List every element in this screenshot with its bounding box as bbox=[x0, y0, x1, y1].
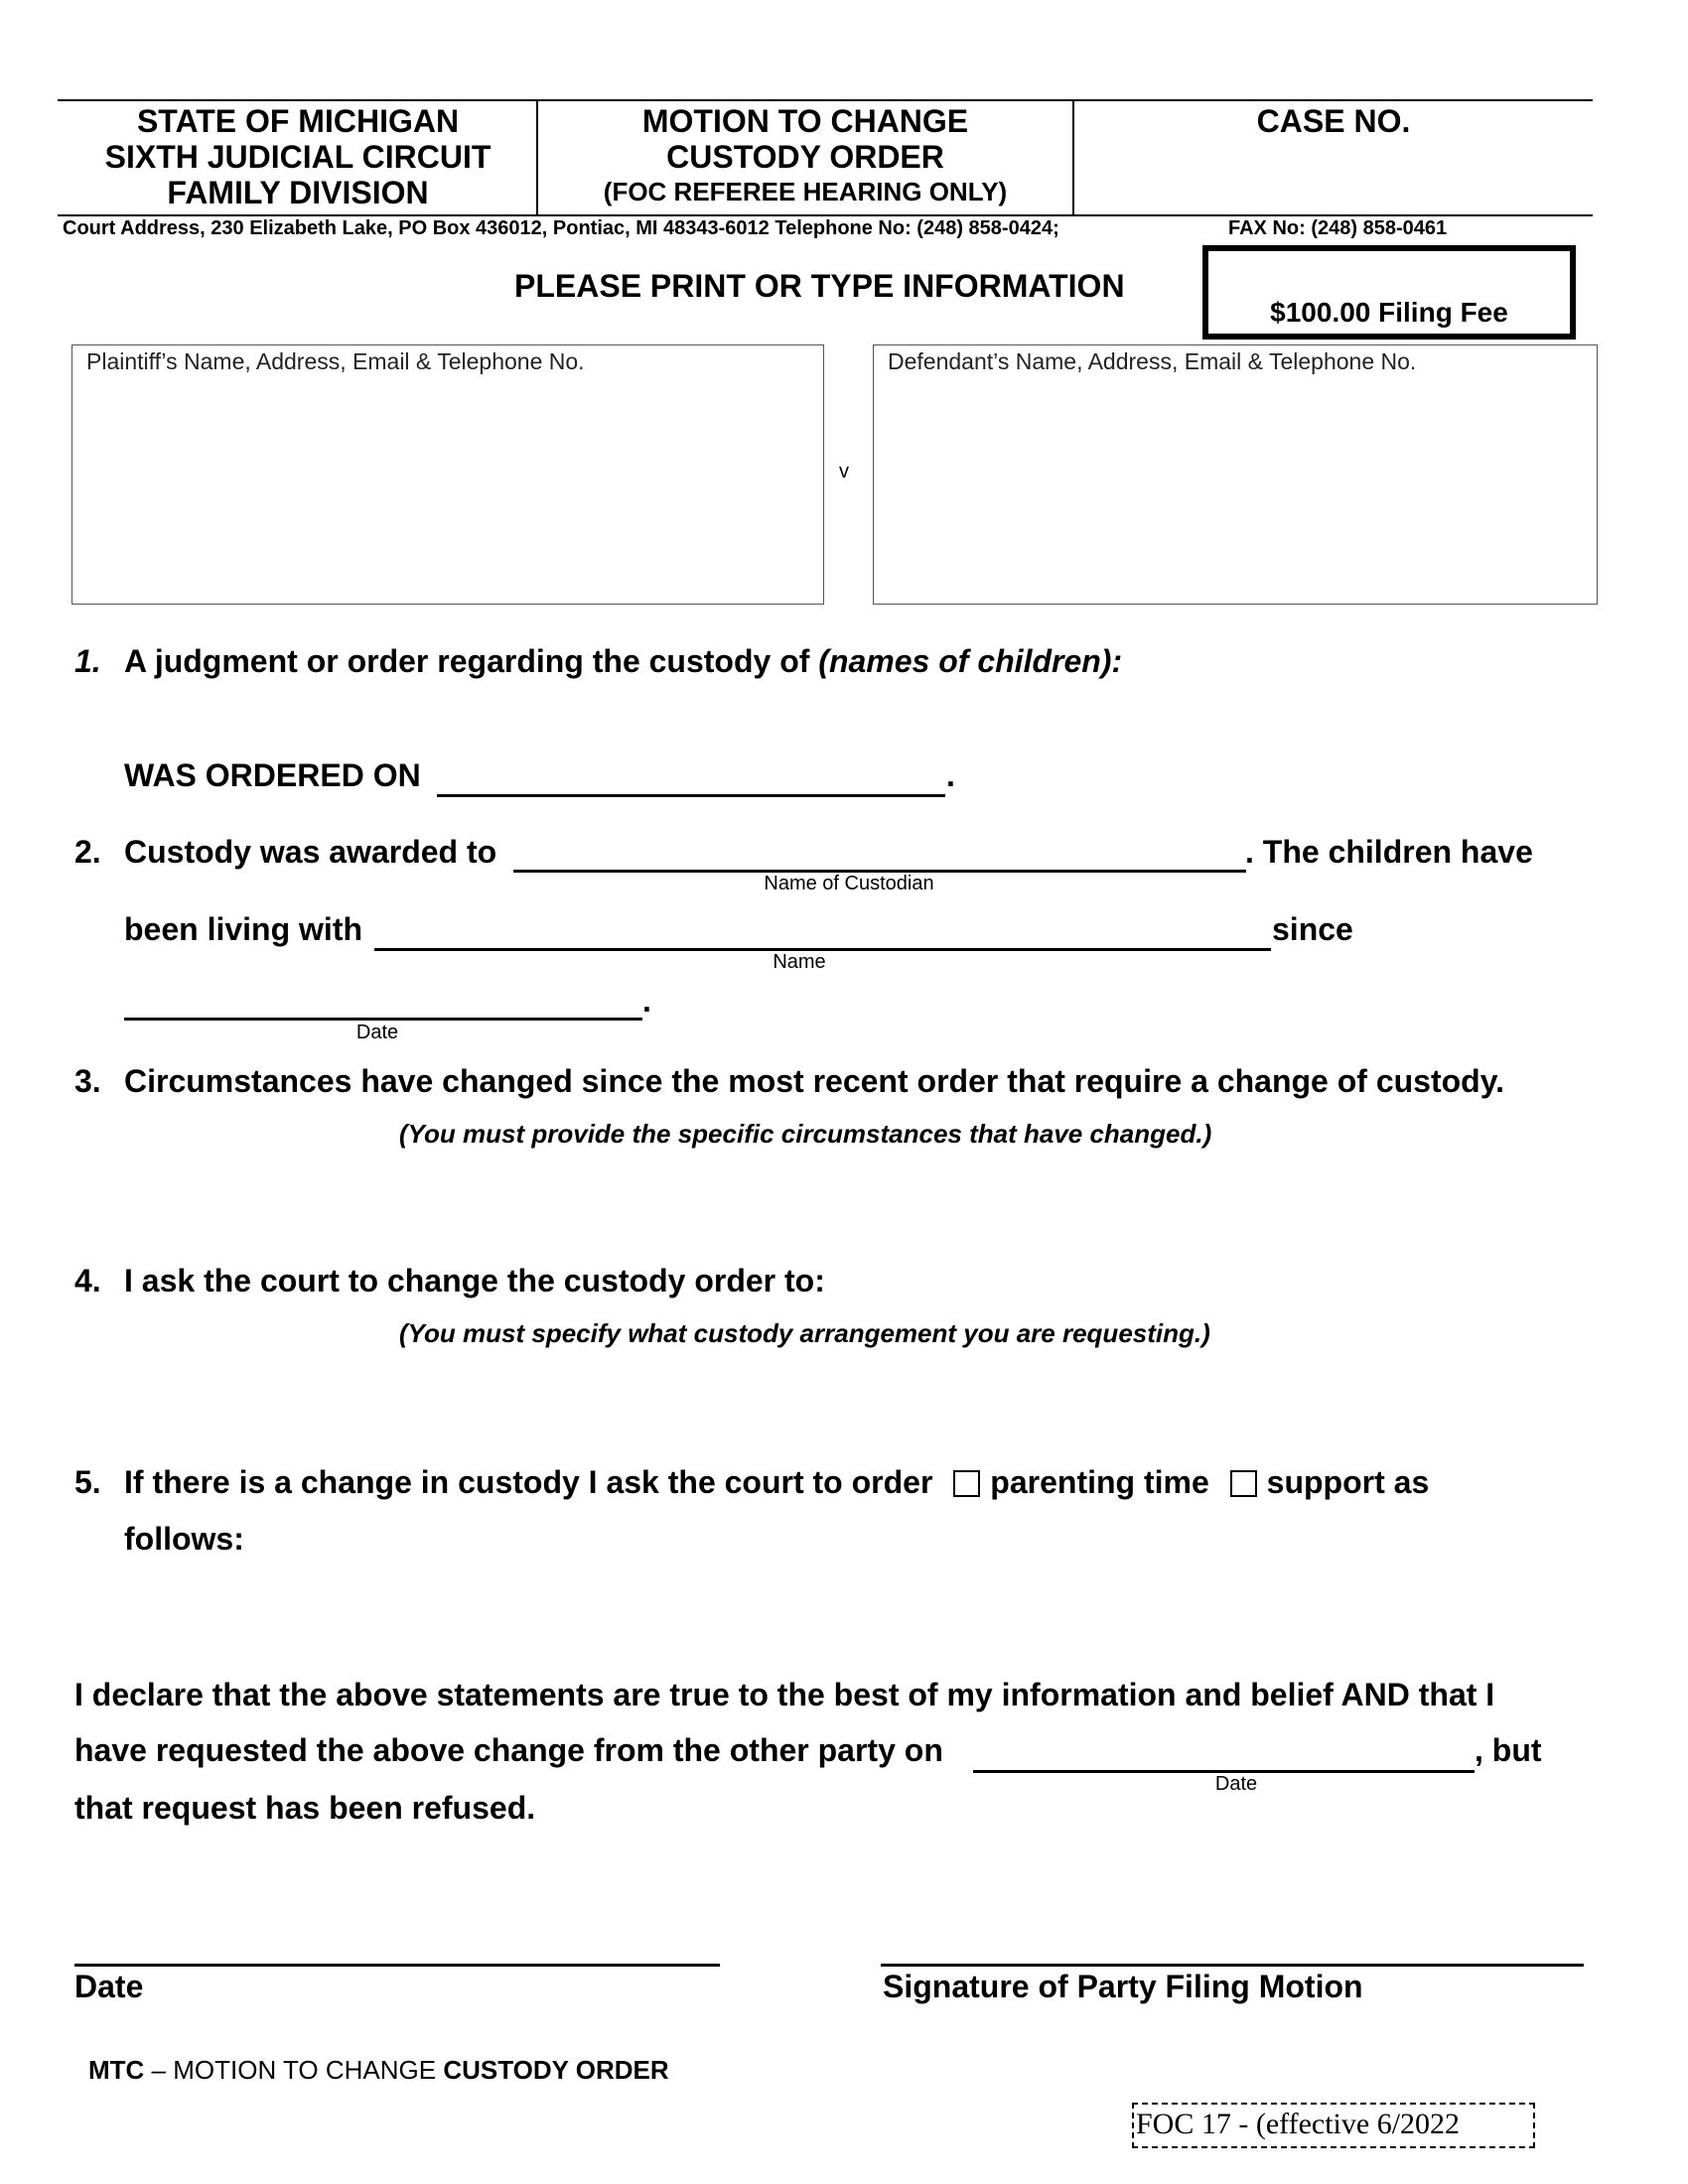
form-title-line3: (FOC REFEREE HEARING ONLY) bbox=[603, 177, 1008, 206]
case-number-label: CASE NO. bbox=[1256, 103, 1411, 139]
filing-fee-label: $100.00 Filing Fee bbox=[1270, 297, 1508, 328]
declaration-line2-tail: , but bbox=[1475, 1732, 1542, 1768]
item2-living-with: been living with bbox=[124, 911, 363, 947]
item1-text: A judgment or order regarding the custody of bbox=[124, 643, 819, 679]
print-instruction: PLEASE PRINT OR TYPE INFORMATION bbox=[514, 268, 1125, 304]
declaration-line3: that request has been refused. bbox=[74, 1790, 536, 1826]
item5-input-area[interactable] bbox=[124, 1561, 1554, 1660]
versus-label: v bbox=[839, 461, 849, 482]
item5-text: If there is a change in custody I ask the court to order bbox=[124, 1464, 933, 1500]
item3-note: (You must provide the specific circumstances that have changed.) bbox=[399, 1119, 1212, 1149]
item3-text: Circumstances have changed since the most recent order that require a change of custody. bbox=[124, 1063, 1505, 1099]
item2-since: since bbox=[1272, 911, 1353, 947]
item5-line bbox=[124, 1464, 1429, 1501]
item1-children-hint: (names of children): bbox=[818, 643, 1123, 679]
form-title-line1: MOTION TO CHANGE bbox=[641, 103, 969, 139]
living-with-name-caption: Name bbox=[773, 951, 826, 973]
footer-code: MTC bbox=[88, 2055, 145, 2085]
plaintiff-label: Plaintiff’s Name, Address, Email & Telephone No. bbox=[86, 348, 585, 374]
item2-number: 2. bbox=[74, 834, 101, 870]
form-number-box bbox=[1132, 2103, 1535, 2148]
request-date-caption: Date bbox=[1214, 1773, 1258, 1795]
form-number: FOC 17 - (effective 6/2022 bbox=[1136, 2108, 1461, 2140]
court-line-circuit: SIXTH JUDICIAL CIRCUIT bbox=[104, 139, 492, 175]
support-checkbox[interactable] bbox=[1230, 1470, 1257, 1497]
form-title-line2: CUSTODY ORDER bbox=[666, 139, 944, 175]
signature-date-label: Date bbox=[74, 1969, 144, 2004]
item2-text: Custody was awarded to bbox=[124, 834, 497, 870]
footer-title-plain: MOTION TO CHANGE bbox=[173, 2055, 444, 2085]
header-bottom-rule bbox=[58, 214, 1593, 216]
custody-request-input-area[interactable] bbox=[124, 1356, 1554, 1455]
footer-dash: – bbox=[144, 2055, 174, 2085]
signature-date-field[interactable] bbox=[74, 1964, 720, 1967]
defendant-label: Defendant’s Name, Address, Email & Telephone No. bbox=[888, 348, 1417, 374]
item2-tail: . The children have bbox=[1245, 834, 1533, 870]
declaration-line1: I declare that the above statements are true to the best of my information and belief AND that I bbox=[74, 1677, 1495, 1712]
item5-number: 5. bbox=[74, 1464, 101, 1500]
ordered-date-field[interactable] bbox=[437, 794, 945, 797]
since-date-caption: Date bbox=[355, 1022, 399, 1043]
parenting-time-checkbox[interactable] bbox=[953, 1470, 980, 1497]
court-name-block bbox=[60, 103, 536, 210]
custodian-name-caption: Name of Custodian bbox=[764, 873, 934, 894]
footer-form-title bbox=[88, 2055, 669, 2086]
ordered-period: . bbox=[946, 757, 955, 793]
signature-label: Signature of Party Filing Motion bbox=[883, 1969, 1363, 2004]
court-line-division: FAMILY DIVISION bbox=[167, 175, 429, 210]
item4-number: 4. bbox=[74, 1263, 101, 1298]
parenting-time-label: parenting time bbox=[990, 1464, 1209, 1500]
since-period: . bbox=[642, 983, 651, 1019]
circumstances-input-area[interactable] bbox=[124, 1157, 1554, 1251]
item5-follows: follows: bbox=[124, 1521, 244, 1557]
item4-note: (You must specify what custody arrangement you are requesting.) bbox=[399, 1318, 1210, 1348]
support-label: support as bbox=[1266, 1464, 1430, 1500]
item1-ordered-label: WAS ORDERED ON bbox=[124, 757, 421, 793]
declaration-line2: have requested the above change from the other party on bbox=[74, 1732, 943, 1768]
item1 bbox=[74, 643, 1122, 680]
court-fax: FAX No: (248) 858-0461 bbox=[1228, 217, 1448, 239]
item1-number: 1. bbox=[74, 643, 101, 679]
plaintiff-box[interactable] bbox=[71, 344, 824, 605]
signature-field[interactable] bbox=[881, 1964, 1584, 1967]
form-title-block bbox=[538, 103, 1072, 208]
filing-fee-box bbox=[1202, 245, 1576, 340]
since-date-field[interactable] bbox=[124, 1018, 642, 1021]
item3-number: 3. bbox=[74, 1063, 101, 1099]
court-line-state: STATE OF MICHIGAN bbox=[136, 103, 460, 139]
court-address: Court Address, 230 Elizabeth Lake, PO Box 436012, Pontiac, MI 48343-6012 Telephone No: (248) 858-0424; bbox=[63, 217, 1059, 239]
item4-text: I ask the court to change the custody order to: bbox=[124, 1263, 825, 1298]
defendant-box[interactable] bbox=[873, 344, 1598, 605]
case-number-field[interactable] bbox=[1074, 99, 1593, 212]
footer-title-bold: CUSTODY ORDER bbox=[443, 2055, 669, 2085]
